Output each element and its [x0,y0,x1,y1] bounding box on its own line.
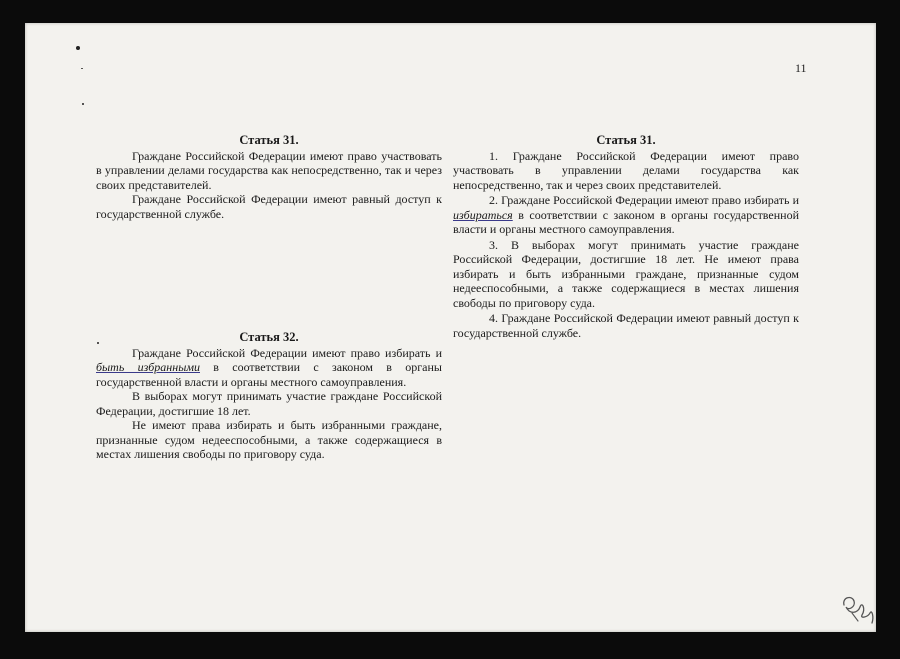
paragraph: В выборах могут принимать участие граждане Российской Федерации, достигшие 18 лет. [96,389,442,418]
text: в соответствии с законом в органы государственной власти и органы местного самоуправления. [96,360,442,389]
paragraph: Граждане Российской Федерации имеют право участвовать в управлении делами государства как непосредственно, так и через своих представителей. [96,148,442,192]
scan-speck [76,46,80,50]
signature-mark [838,591,878,627]
paragraph: 1. Граждане Российской Федерации имеют право участвовать в управлении делами государства как непосредственно, так и через своих представителей. [453,148,799,192]
scan-speck [81,68,83,69]
scan-speck [82,103,84,105]
document-page [25,23,876,632]
right-article-31 [453,133,799,341]
emphasized-text: избираться [453,207,513,222]
paragraph: Граждане Российской Федерации имеют равный доступ к государственной службе. [96,192,442,221]
emphasized-text: быть избранными [96,360,200,374]
paragraph: Не имеют права избирать и быть избранными граждане, признанные судом недееспособными, а также содержащиеся в местах лишения свободы по приговору суда. [96,418,442,461]
text: 2. Граждане Российской Федерации имеют право избирать и [489,193,799,207]
text: Граждане Российской Федерации имеют право избирать и [132,345,442,360]
paragraph [96,346,442,390]
article-title: Статья 31. [239,133,299,147]
text: в соответствии с законом в органы государственной власти и органы местного самоуправления. [453,207,799,236]
left-article-31 [96,133,442,221]
left-article-32 [96,330,442,462]
article-title: Статья 32. [239,330,299,344]
paragraph: 3. В выборах могут принимать участие граждане Российской Федерации, достигшие 18 лет. Не имеют права избирать и быть избранными граждане, признанные судом недееспособными, а также содержащиеся в местах лишения свободы по приговору суда. [453,237,799,310]
paragraph [453,193,799,237]
paragraph: 4. Граждане Российской Федерации имеют равный доступ к государственной службе. [453,311,799,340]
article-title: Статья 31. [596,133,656,147]
page-number: 11 [795,61,807,75]
